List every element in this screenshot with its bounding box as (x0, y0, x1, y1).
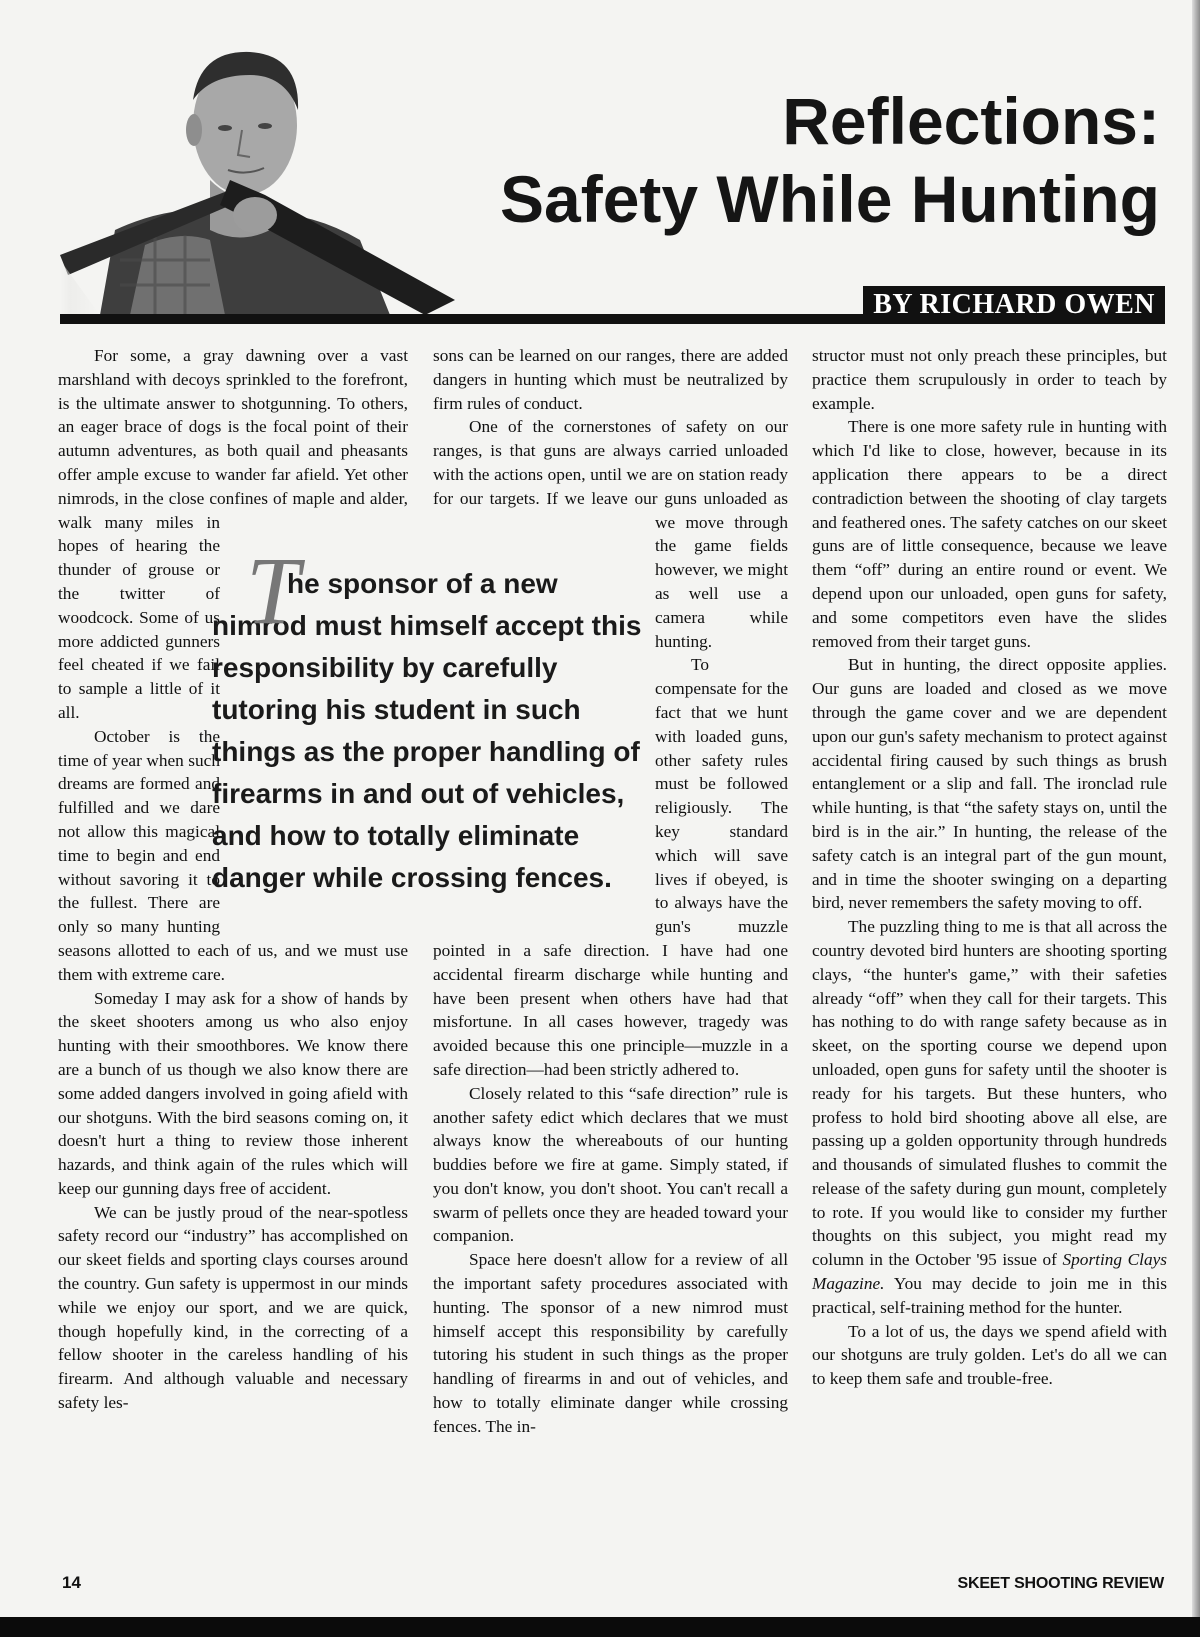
col3-text: You may decide to join me in this practical, self-training method for the hunter. (812, 1274, 1168, 1317)
pull-quote-line: responsibility by carefully (212, 652, 558, 683)
col2-paragraph: One of the cornerstones of safety on our ranges, is that guns are always carried unloaded with the actions open, until we are on station ready for our targets. If we leave our guns unloaded as we move through the game fields however, we might as well use a camera while hunting. (433, 417, 788, 651)
col2-paragraph: Closely related to this “safe direction” rule is another safety edict which declares that we must always know the whereabouts of our hunting buddies before we fire at game. Simply stated, if you don't know, you don't shoot. You can't recall a swarm of pellets once they are headed toward your companion. (433, 1083, 788, 1246)
scan-bottom-edge (0, 1617, 1200, 1637)
pull-quote-line: and how to totally eliminate (212, 820, 580, 851)
title-line-2: Safety While Hunting (500, 162, 1160, 236)
col3-paragraph: There is one more safety rule in hunting with which I'd like to close, however, because in its application there appears to be a direct contradiction between the shooting of clay targets and feathered ones. The safety catches on our skeet guns are of little consequence, because we leave them “off” during an entire round or event. We depend upon our unloaded, open guns for safety, and some competitors even have the slides removed from their target guns. (812, 417, 1167, 651)
pull-quote-dropcap: T (246, 537, 300, 644)
pull-quote-line: firearms in and out of vehicles, (212, 778, 625, 809)
col1-paragraph: For some, a gray dawning over a vast marshland with decoys sprinkled to the forefront, is the ultimate answer to shotgunning. To others, an eager brace of dogs is the focal point of their autumn adventures, as both quail and pheasants offer ample excuse to wander far afield. Yet other nimrods, in the close confines of maple and alder, walk many miles in hopes of hearing the thunder of grouse or the twitter of woodcock. Some of us more addicted gunners feel cheated if we fail to sample a little of it all. (58, 346, 408, 722)
col1-paragraph: We can be justly proud of the near-spotless safety record our “industry” has accomplished on our skeet fields and sporting clays courses around the country. Gun safety is uppermost in our minds while we enjoy our sport, and we are quick, though hopefully kind, in the correcting of a fellow shooter in the careless handling of his firearm. And although valuable and necessary safety les- (58, 1202, 408, 1413)
article-title (500, 82, 1160, 238)
byline: BY RICHARD OWEN (863, 286, 1165, 324)
pull-quote-line: tutoring his student in such (212, 694, 581, 725)
col3-paragraph (812, 915, 1167, 1320)
article-column-3 (812, 344, 1167, 1391)
col2-paragraph: To compensate for the fact that we hunt with loaded guns, other safety rules must be followed religiously. The key standard which will save lives if obeyed, is to always have the gun's muzzle pointed in a safe direction. I have had one accidental firearm discharge while hunting and have been present when others have had that misfortune. In all cases however, tragedy was avoided because this one principle—muzzle in a safe direction—had been strictly adhered to. (433, 655, 788, 1079)
publication-name: SKEET SHOOTING REVIEW (957, 1575, 1164, 1592)
pull-quote-line: nimrod must himself accept this (212, 610, 642, 641)
col3-paragraph: But in hunting, the direct opposite applies. Our guns are loaded and closed as we move through the game cover and we are dependent upon our gun's safety mechanism to protect against accidental firing caused by such things as brush entanglement or a slip and fall. The ironclad rule while hunting, is that “the safety stays on, until the bird is in the air.” In hunting, the release of the safety catch is an integral part of the gun mount, and in time the shooter swinging on a departing bird, never remembers the safety moving to off. (812, 655, 1167, 913)
author-photo (60, 30, 480, 315)
pull-quote-line: he sponsor of a new (287, 568, 558, 599)
magazine-title: Sporting Clays Magazine. (812, 1250, 1167, 1294)
pull-quote (212, 537, 652, 899)
col2-paragraph: Space here doesn't allow for a review of all the important safety procedures associated with hunting. The sponsor of a new nimrod must himself accept this responsibility by carefully tutoring his student in such things as the proper handling of firearms in and out of vehicles, and how to totally eliminate danger while crossing fences. The in- (433, 1250, 788, 1436)
page-binding-edge (1192, 0, 1200, 1617)
title-line-1: Reflections: (782, 84, 1160, 158)
col3-paragraph: To a lot of us, the days we spend afield with our shotguns are truly golden. Let's do all we can to keep them safe and trouble-free. (812, 1321, 1167, 1389)
col3-text: The puzzling thing to me is that all across the country devoted bird hunters are shooting sporting clays, “the hunter's game,” with their safeties already “off” when they call for their targets. This has nothing to do with range safety because as in skeet, on the sporting course we depend upon unloaded, open guns for safety until the shooter is ready for his targets. But these hunters, who profess to hold bird shooting above all else, are passing up a golden opportunity through hundreds and thousands of simulated flushes to commit the release of the safety during gun mount, completely to rote. If you would like to consider my further thoughts on this subject, you might read my column in the October '95 issue of (812, 917, 1167, 1270)
pull-quote-line: things as the proper handling of (212, 736, 640, 767)
pull-quote-line: danger while crossing fences. (212, 862, 612, 893)
col2-paragraph: sons can be learned on our ranges, there are added dangers in hunting which must be neutralized by firm rules of conduct. (433, 346, 788, 413)
col1-paragraph: Someday I may ask for a show of hands by the skeet shooters among us who also enjoy hunting with their smoothbores. We know there are a bunch of us though we also know there are some added dangers involved in going afield with our shotguns. With the bird seasons coming on, it doesn't hurt a thing to review those inherent hazards, and think again of the rules which will keep our gunning days free of accident. (58, 988, 408, 1198)
col1-paragraph: October is the time of year when such dreams are formed and fulfilled and we dare not allow this magical time to begin and end without savoring it to the fullest. There are only so many hunting seasons allotted to each of us, and we must use them with extreme care. (58, 726, 408, 984)
col3-paragraph: structor must not only preach these principles, but practice them scrupulously in order to teach by example. (812, 346, 1167, 413)
page-number: 14 (62, 1573, 81, 1592)
